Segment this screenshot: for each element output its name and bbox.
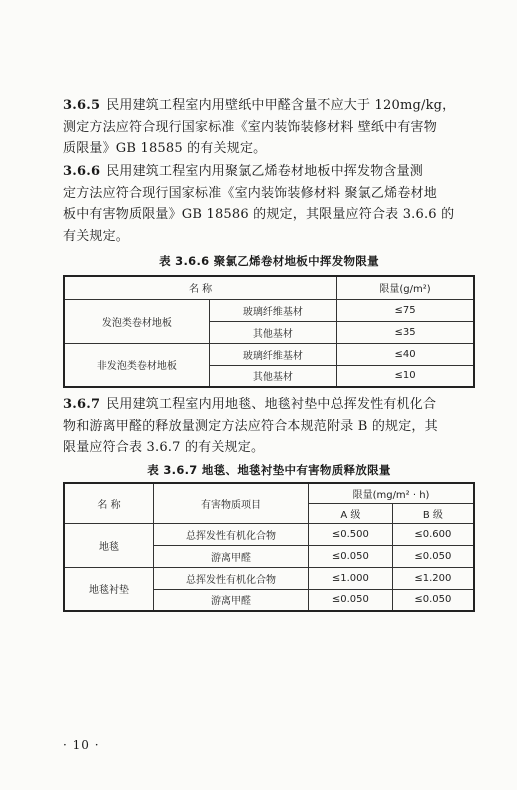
header-item: 有害物质项目 <box>153 483 308 523</box>
row-sub-label: 其他基材 <box>209 321 336 343</box>
row-limit: ≤75 <box>337 299 474 321</box>
header-name: 名 称 <box>64 483 153 523</box>
header-grade-a: A 级 <box>309 503 393 523</box>
row-limit: ≤40 <box>337 343 474 365</box>
row-group-label: 地毯 <box>64 523 153 567</box>
header-limit: 限量(mg/m² · h) <box>309 483 474 503</box>
header-name: 名 称 <box>64 276 337 299</box>
row-sub-label: 其他基材 <box>209 365 336 387</box>
row-grade-b: ≤0.050 <box>392 589 474 611</box>
row-group-label: 发泡类卷材地板 <box>64 299 209 343</box>
row-grade-b: ≤0.050 <box>392 545 474 567</box>
section-line <box>63 394 475 416</box>
row-sub-label: 玻璃纤维基材 <box>209 343 336 365</box>
section-3-6-7 <box>63 394 475 459</box>
table-row <box>64 343 474 365</box>
row-grade-b: ≤1.200 <box>392 567 474 589</box>
section-number: 3.6.7 <box>63 397 101 412</box>
table-3-6-7-caption: 表 3.6.7 地毯、地毯衬垫中有害物质释放限量 <box>147 463 391 477</box>
table-header-row <box>64 276 474 299</box>
page-number: · 10 · <box>63 738 100 752</box>
section-line: 物和游离甲醛的释放量测定方法应符合本规范附录 B 的规定，其 <box>63 418 438 434</box>
section-line: 质限量》GB 18585 的有关规定。 <box>63 141 267 156</box>
row-sub-label: 玻璃纤维基材 <box>209 299 336 321</box>
section-line <box>63 161 475 183</box>
row-item: 游离甲醛 <box>153 589 308 611</box>
section-line: 有关规定。 <box>63 228 130 244</box>
section-line: 板中有害物质限量》GB 18586 的规定，其限量应符合表 3.6.6 的 <box>63 207 455 222</box>
table-3-6-6-caption: 表 3.6.6 聚氯乙烯卷材地板中挥发物限量 <box>159 254 379 268</box>
section-line <box>63 95 475 117</box>
table-3-6-7 <box>63 482 475 612</box>
section-number: 3.6.5 <box>63 98 101 113</box>
table-header-row <box>64 483 474 503</box>
row-grade-a: ≤0.500 <box>309 523 393 545</box>
row-group-label: 非发泡类卷材地板 <box>64 343 209 387</box>
section-line: 定方法应符合现行国家标准《室内装饰装修材料 聚氯乙烯卷材地 <box>63 185 437 201</box>
row-grade-a: ≤1.000 <box>309 567 393 589</box>
section-3-6-5 <box>63 95 475 160</box>
table-row <box>64 299 474 321</box>
header-grade-b: B 级 <box>392 503 474 523</box>
section-3-6-6 <box>63 161 475 247</box>
table-row <box>64 567 474 589</box>
section-text: 民用建筑工程室内用壁纸中甲醛含量不应大于 120mg/kg， <box>106 98 456 113</box>
row-limit: ≤35 <box>337 321 474 343</box>
row-group-label: 地毯衬垫 <box>64 567 153 611</box>
row-item: 总挥发性有机化合物 <box>153 523 308 545</box>
row-item: 游离甲醛 <box>153 545 308 567</box>
row-grade-a: ≤0.050 <box>309 545 393 567</box>
header-limit: 限量(g/m²) <box>337 276 474 299</box>
section-text: 民用建筑工程室内用地毯、地毯衬垫中总挥发性有机化合 <box>106 397 437 412</box>
table-row <box>64 523 474 545</box>
section-text: 民用建筑工程室内用聚氯乙烯卷材地板中挥发物含量测 <box>106 164 424 179</box>
row-item: 总挥发性有机化合物 <box>153 567 308 589</box>
table-3-6-6 <box>63 275 475 388</box>
section-line: 限量应符合表 3.6.7 的有关规定。 <box>63 440 265 455</box>
row-limit: ≤10 <box>337 365 474 387</box>
row-grade-a: ≤0.050 <box>309 589 393 611</box>
section-number: 3.6.6 <box>63 164 101 179</box>
section-line: 测定方法应符合现行国家标准《室内装饰装修材料 壁纸中有害物 <box>63 119 437 135</box>
row-grade-b: ≤0.600 <box>392 523 474 545</box>
